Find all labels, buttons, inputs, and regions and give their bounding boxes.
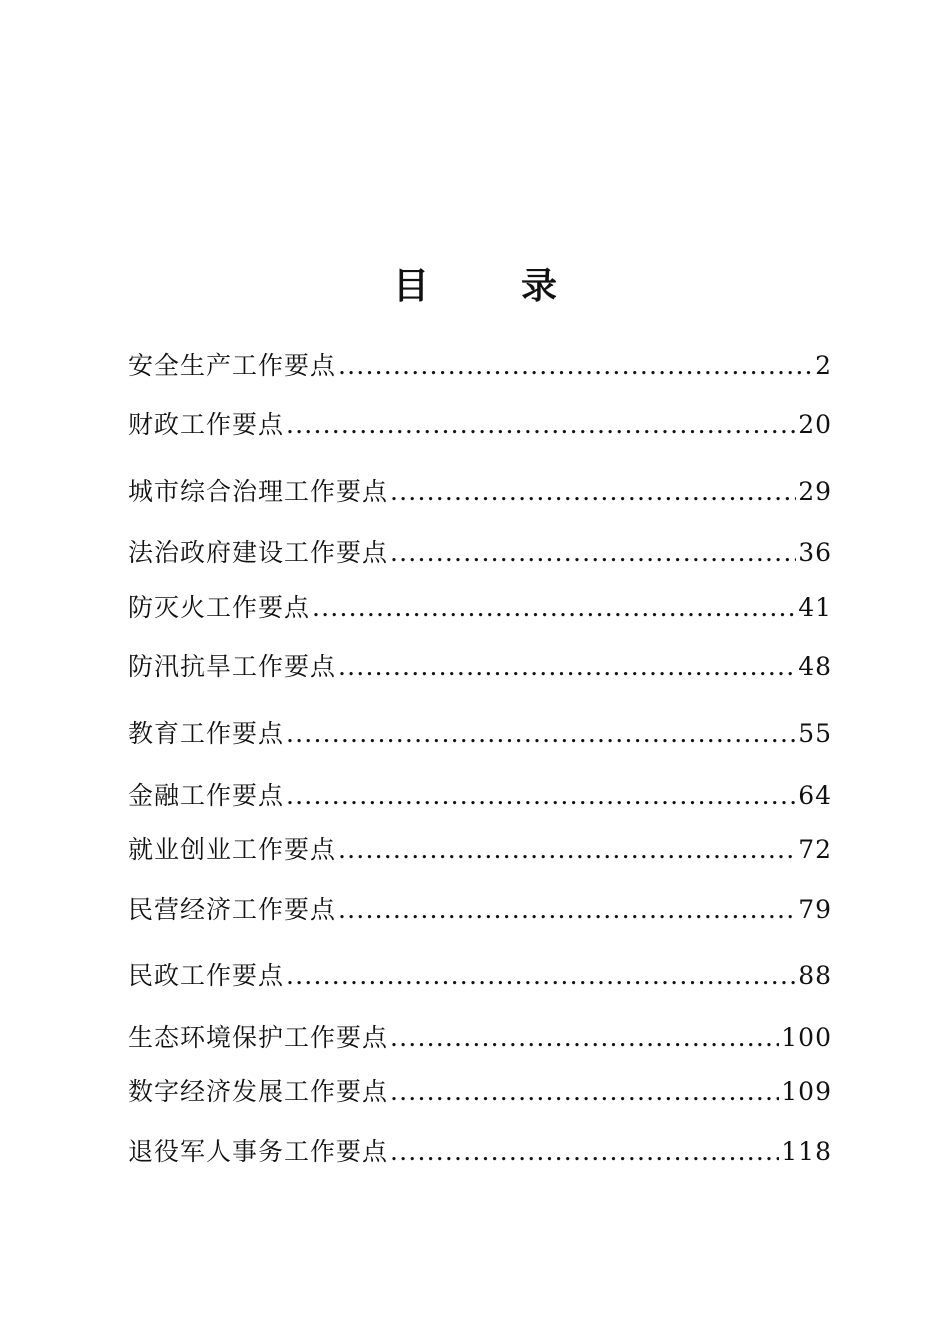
toc-entry[interactable] (128, 956, 832, 996)
toc-entry[interactable] (128, 588, 832, 628)
toc-entry-page-number: 79 (796, 890, 832, 930)
toc-entry[interactable] (128, 776, 832, 816)
toc-entry-page-number: 64 (796, 776, 832, 816)
toc-entry-page-number: 41 (796, 588, 832, 628)
toc-dot-leader (336, 830, 796, 870)
toc-dot-leader (284, 956, 796, 996)
toc-dot-leader (284, 714, 796, 754)
toc-dot-leader (336, 346, 813, 386)
toc-dot-leader (336, 647, 796, 687)
toc-entry[interactable] (128, 1072, 832, 1112)
toc-entry-label: 财政工作要点 (128, 410, 285, 439)
toc-dot-leader (388, 1132, 779, 1172)
toc-entry-label: 防汛抗旱工作要点 (128, 652, 337, 681)
toc-entry[interactable] (128, 890, 832, 930)
toc-entry-page-number: 109 (779, 1072, 832, 1112)
toc-dot-leader (388, 472, 796, 512)
toc-entry[interactable] (128, 830, 832, 870)
toc-entry-label: 安全生产工作要点 (128, 351, 337, 380)
toc-entry[interactable] (128, 346, 832, 386)
toc-entry-label: 教育工作要点 (128, 719, 285, 748)
toc-entry-label: 防灭火工作要点 (128, 593, 311, 622)
toc-entry-page-number: 20 (796, 405, 832, 445)
toc-entry-label: 数字经济发展工作要点 (128, 1077, 389, 1106)
toc-dot-leader (284, 776, 796, 816)
toc-dot-leader (388, 1072, 779, 1112)
toc-entry-page-number: 72 (796, 830, 832, 870)
toc-entry-page-number: 29 (796, 472, 832, 512)
toc-entry-page-number: 100 (779, 1018, 832, 1058)
toc-entry-label: 城市综合治理工作要点 (128, 477, 389, 506)
toc-entry[interactable] (128, 472, 832, 512)
toc-dot-leader (284, 405, 796, 445)
toc-entry-label: 民政工作要点 (128, 961, 285, 990)
toc-entry-page-number: 2 (813, 346, 832, 386)
toc-entry-label: 退役军人事务工作要点 (128, 1137, 389, 1166)
toc-entry[interactable] (128, 1018, 832, 1058)
toc-entry[interactable] (128, 647, 832, 687)
toc-entry[interactable] (128, 714, 832, 754)
toc-entry-page-number: 88 (796, 956, 832, 996)
toc-entry-page-number: 118 (779, 1132, 832, 1172)
toc-entry-label: 民营经济工作要点 (128, 895, 337, 924)
toc-dot-leader (336, 890, 796, 930)
toc-entry-label: 就业创业工作要点 (128, 835, 337, 864)
toc-entry-label: 法治政府建设工作要点 (128, 538, 389, 567)
toc-dot-leader (310, 588, 796, 628)
toc-entry-page-number: 36 (796, 533, 832, 573)
toc-entry[interactable] (128, 533, 832, 573)
toc-entry[interactable] (128, 405, 832, 445)
toc-entry[interactable] (128, 1132, 832, 1172)
toc-title: 目 录 (392, 265, 585, 307)
toc-entry-label: 金融工作要点 (128, 781, 285, 810)
toc-dot-leader (388, 1018, 779, 1058)
toc-entry-page-number: 55 (796, 714, 832, 754)
toc-entry-label: 生态环境保护工作要点 (128, 1023, 389, 1052)
toc-dot-leader (388, 533, 796, 573)
toc-entry-page-number: 48 (796, 647, 832, 687)
